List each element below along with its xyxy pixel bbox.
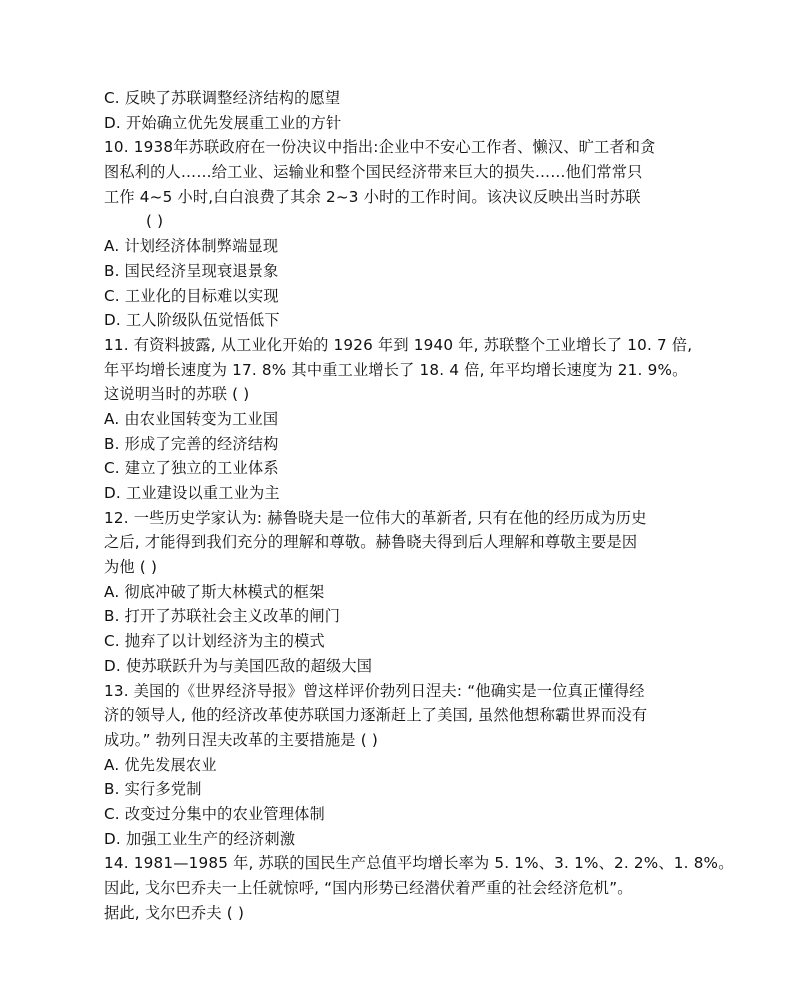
option-12d: D. 使苏联跃升为与美国匹敌的超级大国 — [104, 656, 373, 675]
question-13-line-3: 成功。” 勃列日涅夫改革的主要措施是 ( ) — [104, 730, 379, 749]
question-14-line-1: 14. 1981—1985 年, 苏联的国民生产总值平均增长率为 5. 1%、3. 1%、2. 2%、1. 8%。 — [104, 854, 734, 873]
option-10c: C. 工业化的目标难以实现 — [104, 286, 279, 305]
option-9d: D. 开始确立优先发展重工业的方针 — [104, 113, 342, 132]
option-13d: D. 加强工业生产的经济刺激 — [104, 829, 296, 848]
question-10-answer-blank: ( ) — [146, 212, 164, 231]
question-12-line-1: 12. 一些历史学家认为: 赫鲁晓夫是一位伟大的革新者, 只有在他的经历成为历史 — [104, 508, 647, 527]
option-11c: C. 建立了独立的工业体系 — [104, 459, 279, 478]
question-13-line-1: 13. 美国的《世界经济导报》曾这样评价勃列日涅夫: “他确实是一位真正懂得经 — [104, 681, 645, 700]
question-12-line-3: 为他 ( ) — [104, 558, 158, 577]
question-11-line-2: 年平均增长速度为 17. 8% 其中重工业增长了 18. 4 倍, 年平均增长速度为 21. 9%。 — [104, 360, 688, 379]
option-13a: A. 优先发展农业 — [104, 755, 217, 774]
option-10d: D. 工人阶级队伍觉悟低下 — [104, 311, 280, 330]
option-11a: A. 由农业国转变为工业国 — [104, 409, 279, 428]
question-10-line-3: 工作 4~5 小时,白白浪费了其余 2~3 小时的工作时间。该决议反映出当时苏联 — [104, 187, 641, 206]
question-12-line-2: 之后, 才能得到我们充分的理解和尊敬。赫鲁晓夫得到后人理解和尊敬主要是因 — [104, 533, 638, 552]
document-page — [104, 86, 734, 925]
option-10b: B. 国民经济呈现衰退景象 — [104, 261, 279, 280]
option-9c: C. 反映了苏联调整经济结构的愿望 — [104, 89, 341, 107]
question-14-line-3: 据此, 戈尔巴乔夫 ( ) — [104, 903, 245, 922]
question-10-line-2: 图私利的人……给工业、运输业和整个国民经济带来巨大的损失……他们常常只 — [104, 163, 643, 182]
question-11-line-1: 11. 有资料披露, 从工业化开始的 1926 年到 1940 年, 苏联整个工业增长了 10. 7 倍, — [104, 335, 693, 354]
question-13-line-2: 济的领导人, 他的经济改革使苏联国力逐渐赶上了美国, 虽然他想称霸世界而没有 — [104, 706, 648, 725]
option-12a: A. 彻底冲破了斯大林模式的框架 — [104, 582, 325, 601]
option-11b: B. 形成了完善的经济结构 — [104, 434, 279, 453]
option-12b: B. 打开了苏联社会主义改革的闸门 — [104, 607, 341, 626]
option-13b: B. 实行多党制 — [104, 780, 202, 799]
question-14-line-2: 因此, 戈尔巴乔夫一上任就惊呼, “国内形势已经潜伏着严重的社会经济危机”。 — [104, 879, 633, 897]
question-11-line-3: 这说明当时的苏联 ( ) — [104, 385, 250, 404]
option-13c: C. 改变过分集中的农业管理体制 — [104, 804, 325, 823]
option-11d: D. 工业建设以重工业为主 — [104, 484, 280, 502]
question-10-line-1: 10. 1938年苏联政府在一份决议中指出:企业中不安心工作者、懒汉、旷工者和贪 — [104, 138, 656, 157]
option-12c: C. 抛弃了以计划经济为主的模式 — [104, 632, 325, 651]
option-10a: A. 计划经济体制弊端显现 — [104, 237, 279, 256]
